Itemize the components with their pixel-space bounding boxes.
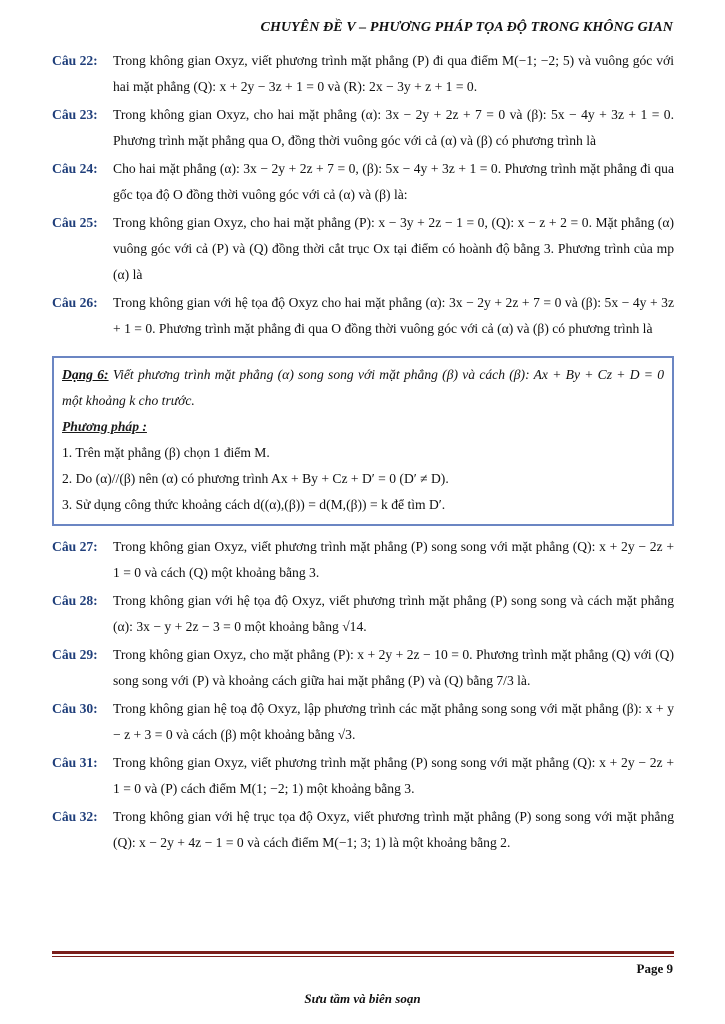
- question-list-a: [52, 48, 674, 342]
- question-label: Câu 23:: [52, 107, 98, 122]
- method-box-title: [62, 362, 664, 414]
- question-label: Câu 30:: [52, 701, 98, 716]
- footer-divider: [52, 951, 674, 954]
- question-text: Cho hai mặt phẳng (α): 3x − 2y + 2z + 7 = 0, (β): 5x − 4y + 3z + 1 = 0. Phương trình mặt phẳng đi qua gốc tọa độ O đồng thời vuông góc với cả (α) và (β) là:: [113, 161, 674, 202]
- footer-divider-thin: [52, 956, 674, 957]
- question-label: Câu 27:: [52, 539, 98, 554]
- question-item: [52, 210, 674, 288]
- method-step: 1. Trên mặt phẳng (β) chọn 1 điểm M.: [62, 445, 270, 460]
- question-label: Câu 24:: [52, 161, 98, 176]
- question-label: Câu 31:: [52, 755, 98, 770]
- footer-note: Sưu tầm và biên soạn: [304, 991, 421, 1006]
- question-text: Trong không gian Oxyz, viết phương trình mặt phẳng (P) đi qua điểm M(−1; −2; 5) và vuông góc với hai mặt phẳng (Q): x + 2y − 3z + 1 = 0 và (R): 2x − 3y + z + 1 = 0.: [113, 53, 674, 94]
- question-text: Trong không gian Oxyz, viết phương trình mặt phẳng (P) song song với mặt phẳng (Q): x + 2y − 2z + 1 = 0 và cách (Q) một khoảng bằng 3.: [113, 539, 674, 580]
- page-content: [52, 48, 674, 858]
- question-text: Trong không gian hệ toạ độ Oxyz, lập phương trình các mặt phẳng song song với mặt phẳng (β): x + y − z + 3 = 0 và cách (β) một khoảng bằng √3.: [113, 701, 674, 742]
- question-item: [52, 804, 674, 856]
- question-text: Trong không gian Oxyz, cho mặt phẳng (P): x + 2y + 2z − 10 = 0. Phương trình mặt phẳng (Q) với (Q) song song với (P) và khoảng cách giữa hai mặt phẳng (P) và (Q) bằng 7/3 là.: [113, 647, 674, 688]
- question-item: [52, 156, 674, 208]
- question-label: Câu 22:: [52, 53, 98, 68]
- method-step: 2. Do (α)//(β) nên (α) có phương trình Ax + By + Cz + D′ = 0 (D′ ≠ D).: [62, 471, 449, 486]
- question-list-b: [52, 534, 674, 856]
- question-label: Câu 32:: [52, 809, 98, 824]
- question-item: [52, 696, 674, 748]
- question-item: [52, 290, 674, 342]
- dang-label: Dạng 6:: [62, 367, 109, 382]
- question-item: [52, 642, 674, 694]
- question-text: Trong không gian Oxyz, cho hai mặt phẳng (α): 3x − 2y + 2z + 7 = 0 và (β): 5x − 4y + 3z + 1 = 0. Phương trình mặt phẳng qua O, đồng thời vuông góc với cả (α) và (β) có phương trình là: [113, 107, 674, 148]
- question-item: [52, 750, 674, 802]
- dang-description: Viết phương trình mặt phẳng (α) song song với mặt phẳng (β) và cách (β): Ax + By + Cz + D = 0 một khoảng k cho trước.: [62, 367, 664, 408]
- page-number: Page 9: [636, 961, 673, 976]
- question-item: [52, 588, 674, 640]
- method-box: [52, 356, 674, 526]
- question-label: Câu 25:: [52, 215, 98, 230]
- question-text: Trong không gian Oxyz, viết phương trình mặt phẳng (P) song song với mặt phẳng (Q): x + 2y − 2z + 1 = 0 và (P) cách điểm M(1; −2; 1) một khoảng bằng 3.: [113, 755, 674, 796]
- question-text: Trong không gian với hệ tọa độ Oxyz, viết phương trình mặt phẳng (P) song song và cách mặt phẳng (α): 3x − y + 2z − 3 = 0 một khoảng bằng √14.: [113, 593, 674, 634]
- method-heading: Phương pháp :: [62, 419, 147, 434]
- question-text: Trong không gian với hệ tọa độ Oxyz cho hai mặt phẳng (α): 3x − 2y + 2z + 7 = 0 và (β): 5x − 4y + 3z + 1 = 0. Phương trình mặt phẳng đi qua O đồng thời vuông góc với cả (α) và (β) có phương trình là: [113, 295, 674, 336]
- question-text: Trong không gian Oxyz, cho hai mặt phẳng (P): x − 3y + 2z − 1 = 0, (Q): x − z + 2 = 0. Mặt phẳng (α) vuông góc với cả (P) và (Q) đồng thời cắt trục Ox tại điểm có hoành độ bằng 3. Phương trình của mp (α) là: [113, 215, 674, 282]
- question-item: [52, 48, 674, 100]
- question-item: [52, 534, 674, 586]
- question-label: Câu 26:: [52, 295, 98, 310]
- question-text: Trong không gian với hệ trục tọa độ Oxyz, viết phương trình mặt phẳng (P) song song với mặt phẳng (Q): x − 2y + 4z − 1 = 0 và cách điểm M(−1; 3; 1) là một khoảng bằng 2.: [113, 809, 674, 850]
- page-header-title: CHUYÊN ĐỀ V – PHƯƠNG PHÁP TỌA ĐỘ TRONG KHÔNG GIAN: [260, 20, 673, 35]
- question-label: Câu 29:: [52, 647, 98, 662]
- method-step: 3. Sử dụng công thức khoảng cách d((α),(β)) = d(M,(β)) = k để tìm D′.: [62, 497, 446, 512]
- question-item: [52, 102, 674, 154]
- question-label: Câu 28:: [52, 593, 98, 608]
